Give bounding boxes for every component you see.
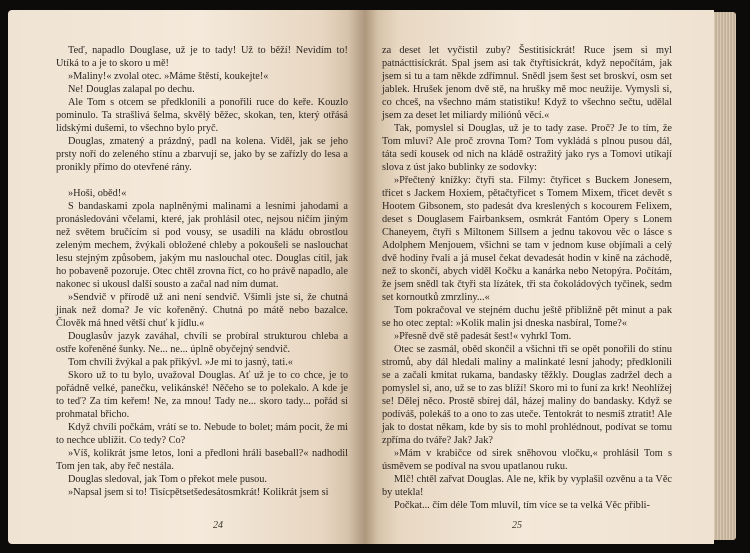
paragraph: »Přečtený knížky: čtyři sta. Filmy: čtyřicet s Buckem Jonesem, třicet s Jackem Hoxiem, pětačtyřicet s Tomem Mixem, třicet devět s Hootem Gibsonem, sto padesát dva kreslených s kocourem Felixem, deset s Douglasem Fairbanksem, osmkrát Fantóm Opery s Lonem Chaneyem, čtyři s Miltonem Sillsem a jednu takovou věc o lásce s Adolphem Menjouem, všichni se tam v jednom kuse objímali a celý dvě hodiny řvali a já musel čekat devadesát hodin v kině na záchodě, než to skončí, abych viděl Kočku a kanárka nebo Netopýra. Počítám, že jsem snědl tak čtyři sta lízátek, tři sta čokoládových tyčinek, sedm set kornoutků zmrzliny...« [382, 175, 672, 303]
paragraph: »Napsal jsem si to! Tisícpětsetšedesátosmkrát! Kolikrát jsem si [68, 487, 329, 498]
page-number-left: 24 [213, 520, 223, 531]
paragraph: »Víš, kolikrát jsme letos, loni a předloni hráli baseball?« nadhodil Tom jen tak, aby řeč nestála. [56, 448, 348, 472]
paragraph: Douglas sledoval, jak Tom o překot mele pusou. [68, 474, 267, 485]
paragraph: Ale Tom s otcem se předklonili a ponořili ruce do keře. Kouzlo pominulo. Ta strašlivá šelma, skvělý běžec, skokan, ten, který otřásá lidskými dušemi, to všechno bylo pryč. [56, 97, 348, 134]
paragraph: Teď, napadlo Douglase, už je to tady! Už to běží! Nevidím to! Utíká to a je to skoro u mě! [56, 45, 348, 69]
paragraph: »Přesně dvě stě padesát šest!« vyhrkl Tom. [394, 331, 572, 342]
page-number-right: 25 [512, 520, 522, 531]
paragraph: Počkat... čím déle Tom mluvil, tím více se ta velká Věc přibli- [394, 500, 650, 511]
paragraph: Skoro už to tu bylo, uvažoval Douglas. Ať už je to co chce, je to pořádně velké, panečku, velikánské! Něčeho se to polekalo. A kde je to teď? Za tím keřem! Ne, za mnou! Tady ne... skoro tady... pořád si prohmatal břicho. [56, 370, 348, 420]
paragraph: Ne! Douglas zalapal po dechu. [68, 84, 195, 95]
paragraph: Otec se zasmál, oběd skončil a všichni tři se opět ponořili do stínu stromů, aby dál hledali maliny a malinkaté lesní jahody; předklonili se a začali kmitat rukama, bandasky těžkly. Douglas zadržel dech a pomyslel si, ano, už se to zas blíží! Skoro mi to funí za krk! Neohlížej se! Dělej něco. Prostě sbírej dál, házej maliny do bandasky. Když se podíváš, polekáš to a ono to zas uteče. Tentokrát to nesmíš ztratit! Ale jak to dostat někam, kde by sis to mohl prohlédnout, podívat se tomu zpříma do tváře? Jak? Jak? [382, 344, 672, 446]
left-page [8, 10, 364, 544]
paragraph: Tak, pomyslel si Douglas, už je to tady zase. Proč? Je to tím, že Tom mluví? Ale proč zrovna Tom? Tom vykládá s plnou pusou dál, táta sedí kousek od nich na kládě ostražitý jako rys a Tomovi utíkají slova z úst jako bublinky ze sodovky: [382, 123, 672, 173]
paragraph: Douglasův jazyk zaváhal, chvíli se probíral strukturou chleba a ostře kořeněné šunky. Ne... ne... úplně obyčejný sendvič. [56, 331, 348, 355]
right-page-text [382, 44, 672, 512]
paragraph: Douglas, zmatený a prázdný, padl na kolena. Viděl, jak se jeho prsty noří do zeleného stínu a zbarvují se, jako by se zařízly do lesa a pronikly přímo do otevřené rány. [56, 136, 348, 173]
paragraph: Když chvíli počkám, vrátí se to. Nebude to bolet; mám pocit, že mi to nechce ublížit. Co tedy? Co? [56, 422, 348, 446]
left-page-text [56, 44, 348, 499]
right-page [364, 10, 714, 544]
paragraph: S bandaskami zpola naplněnými malinami a lesními jahodami a pronásledováni včelami, které, jak prohlásil otec, nejsou ničím jiným než světem bručícím si pod vousy, se usadili na kládu obrostlou zeleným mechem, žvýkali obložené chleby a pokoušeli se naslouchat lesu stejným způsobem, jakým mu naslouchal otec. Douglas cítil, jak ho pobaveně pozoruje. Otec chtěl zrovna říct, co ho právě napadlo, ale nakonec si ukousl další sousto a začal nad ním dumat. [56, 201, 348, 290]
paragraph: »Sendvič v přírodě už ani není sendvič. Všimli jste si, že chutná jinak než doma? Je víc kořeněný. Chutná po mátě nebo bazalce. Člověk má hned větší chuť k jídlu.« [56, 292, 348, 329]
paragraph: »Maliny!« zvolal otec. »Máme štěstí, koukejte!« [68, 71, 269, 82]
paragraph: »Hoši, oběd!« [68, 188, 127, 199]
paragraph: za deset let vyčistil zuby? Šestitisíckrát! Ruce jsem si myl patnácttisíckrát. Spal jsem asi tak čtyřtisíckrát, když nepočítám, jak jsem si tu a tam někde zdřímnul. Snědl jsem šest set broskví, osm set jablek. Hrušek jenom dvě stě, na hrušky mě moc neužije. Vymysli si, co chceš, na všechno mám statistiku! Když to všechno sečtu, udělal jsem za deset let miliardy miliónů věcí.« [382, 45, 672, 121]
open-book [8, 10, 740, 544]
paragraph: Mlč! chtěl zařvat Douglas. Ale ne, křik by vyplašil ozvěnu a ta Věc by utekla! [382, 474, 672, 498]
paragraph: »Mám v krabičce od sirek sněhovou vločku,« prohlásil Tom s úsměvem se podíval na svou upatlanou ruku. [382, 448, 672, 472]
paragraph: Tom pokračoval ve stejném duchu ještě přibližně pět minut a pak se ho otec zeptal: »Kolik malin jsi dneska nasbíral, Tome?« [382, 305, 672, 329]
paragraph: Tom chvíli žvýkal a pak přikývl. »Je mi to jasný, tati.« [68, 357, 293, 368]
page-edges [714, 12, 736, 540]
